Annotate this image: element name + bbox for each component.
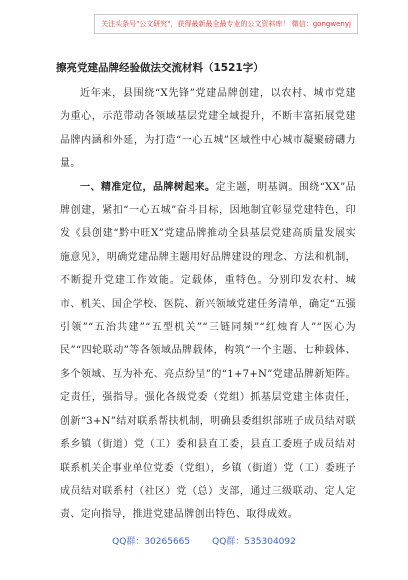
document-title: 擦亮党建品牌经验做法交流材料（1521字） bbox=[56, 62, 264, 74]
header-banner: 关注头条号"公文研究"，获得最新最全最专业的公文资料库！ 微信：gongwenyj bbox=[94, 14, 358, 34]
intro-paragraph: 近年来，县围绕“X先锋”党建品牌创建，以农村、城市党建为重心，示范带动各领域基层党建全域提升，不断丰富拓展党建品牌内涵和外延，为打造“一心五城”区域性中心城市凝聚磅礴力量。 bbox=[60, 88, 356, 170]
document-body bbox=[60, 82, 356, 527]
section-1-heading: 一、精准定位，品牌树起来。 bbox=[80, 181, 216, 193]
section-1-paragraph bbox=[60, 176, 356, 527]
section-1-body: 定主题，明基调。围绕“XX”品牌创建，紧扣“一心五城”奋斗目标，因地制宜彰显党建特色，印发《县创建“黔中旺X”党建品牌推动全县基层党建高质量发展实施意见》，明确党建品牌主题用好品牌建设的理念、方法和机制，不断提升党建工作效能。定载体，重特色。分别印发农村、城市、机关、国企学校、医院、新兴领域党建任务清单，确定“五强引领”“五治共建”“五型机关”“三链同频”“红烛育人”“医心为民”“四轮联动”等各领域品牌载体，构筑“一个主题、七种载体、多个领域、互为补充、亮点纷呈”的“1+7+N”党建品牌新矩阵。定责任，强指导。强化各级党委（党组）抓基层党建主体责任，创新“3+N”结对联系帮扶机制，明确县委组织部班子成员结对联系乡镇（街道）党（工）委和县直工委，县直工委班子成员结对联系机关企事业单位党委（党组），乡镇（街道）党（工）委班子成员结对联系村（社区）党（总）支部，通过三级联动、定人定责、定向指导，推进党建品牌创出特色、取得成效。 bbox=[60, 181, 356, 521]
footer-qq-group-1: QQ群：30265665 bbox=[112, 537, 191, 547]
footer-contacts bbox=[0, 534, 408, 547]
footer-qq-group-2: QQ群：535304092 bbox=[212, 537, 296, 547]
